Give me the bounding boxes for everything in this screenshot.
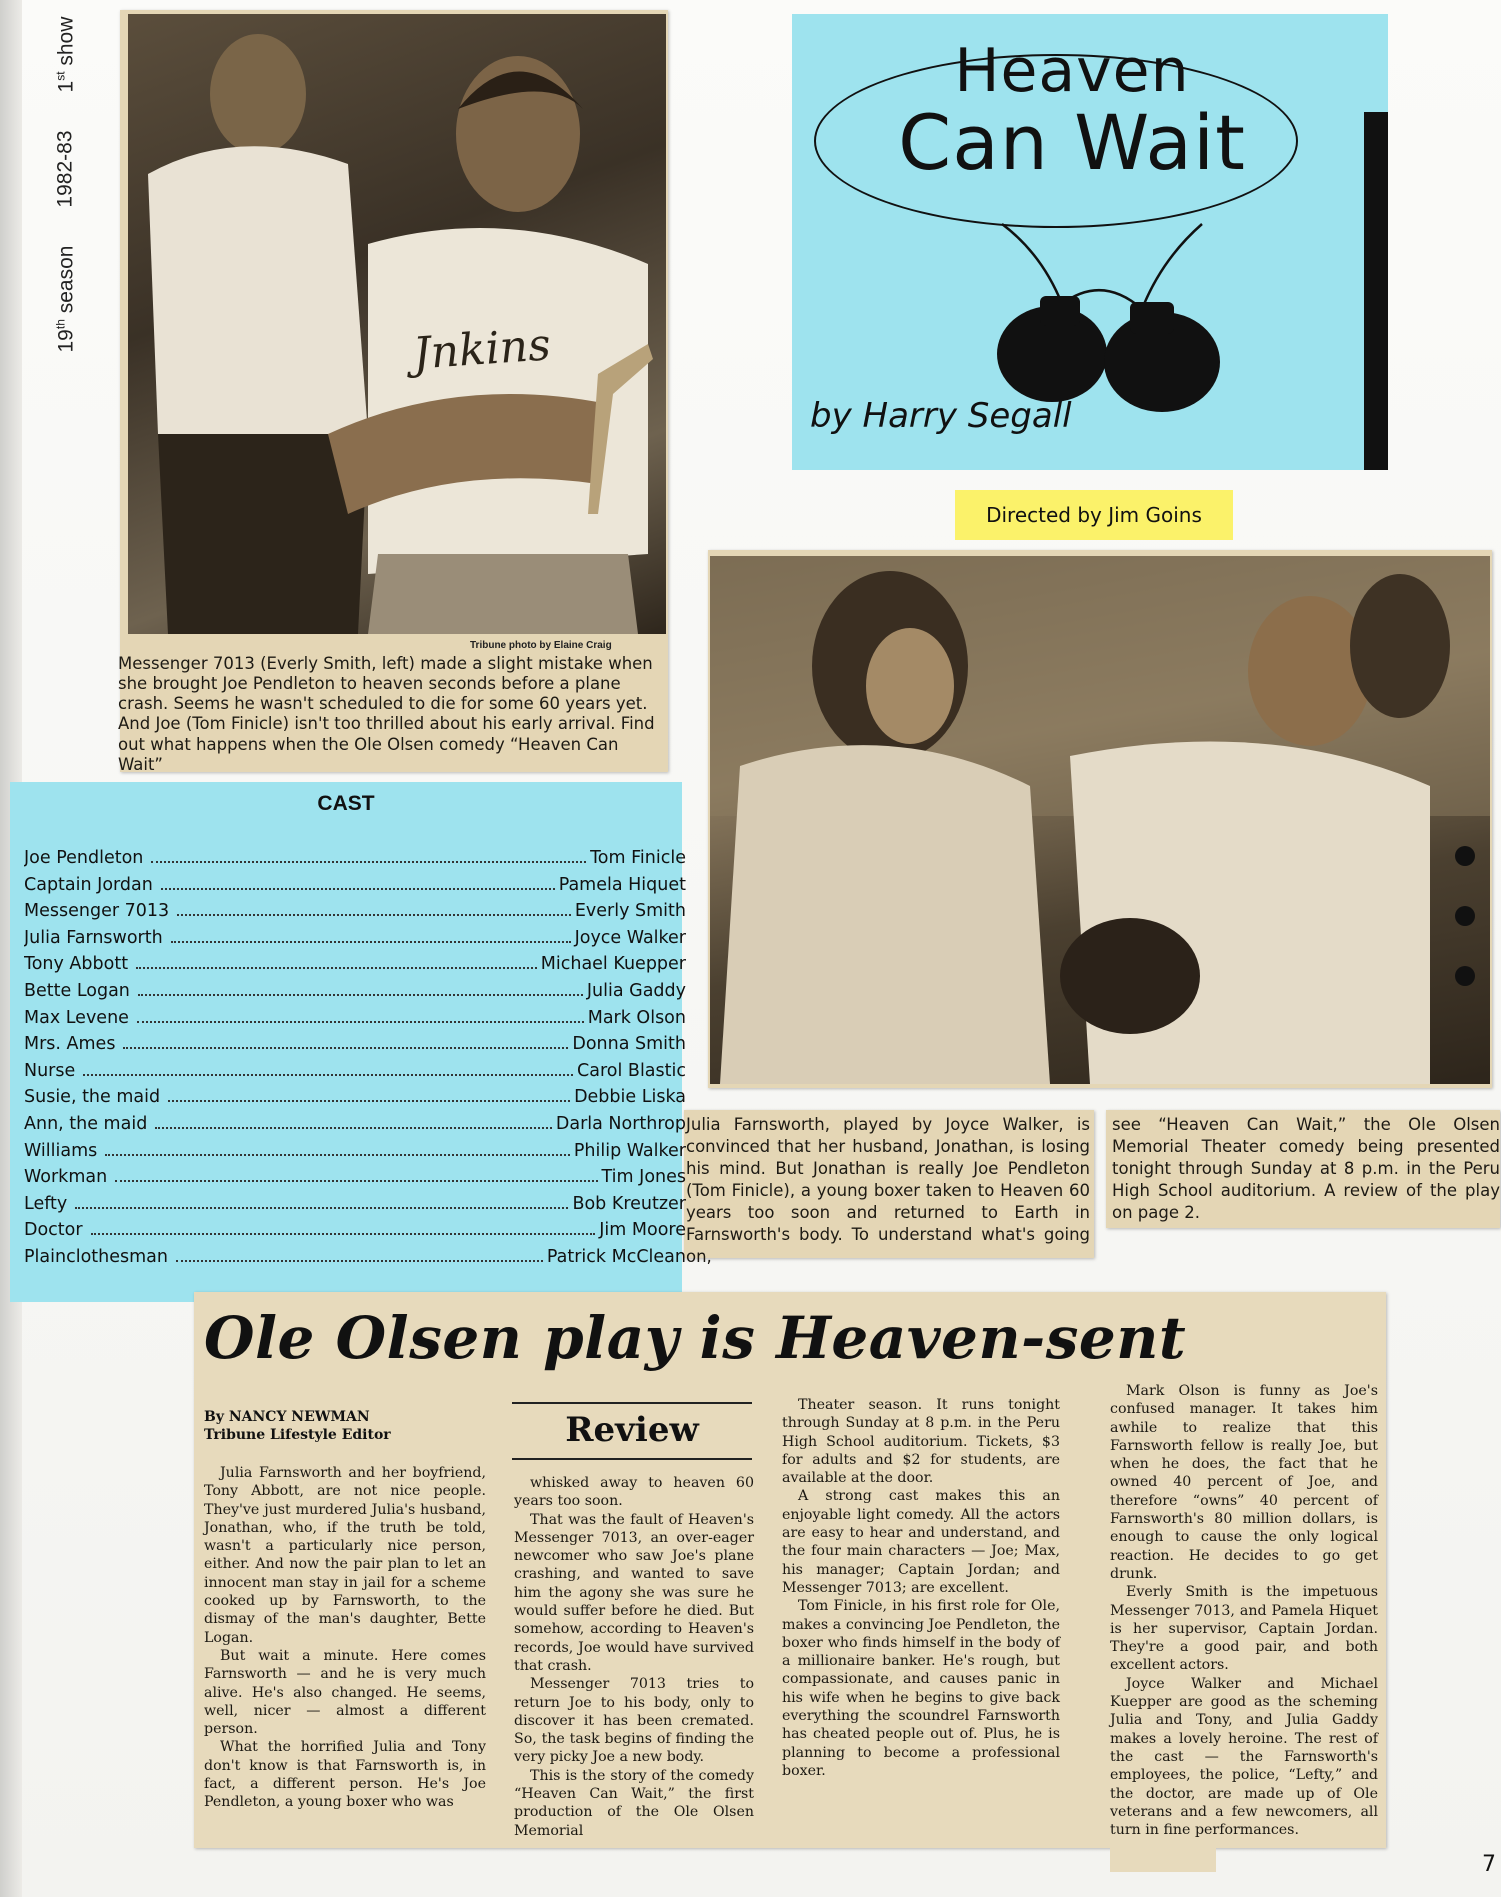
show-poster: [792, 14, 1388, 470]
leader-dots: [161, 888, 555, 890]
cast-actor: Tim Jones: [601, 1167, 686, 1188]
review-byline: [204, 1408, 391, 1444]
review-paragraph: Mark Olson is funny as Joe's confused manager. It takes him awhile to realize that this Farnsworth fellow is really Joe, but when he does, the fact that he owned 40 percent of Joe, and therefore “owns” 40 percent of Farnsworth's 80 million dollars, is enough to cause the only logical reaction. He decides to go get drunk.: [1110, 1383, 1378, 1582]
cast-actor: Joyce Walker: [574, 927, 686, 948]
leader-dots: [136, 967, 537, 969]
rehearsal-photo-2: [710, 556, 1490, 1084]
cast-actor: Bob Kreutzer: [572, 1193, 686, 1214]
review-paragraph: Joyce Walker and Michael Kuepper are good as the scheming Julia and Tony, and Julia Gaddy makes a lovely heroine. The rest of the cast — the Farnsworth's employees, the police, “Lefty,” and the doctor, are made up of Ole veterans and a few newcomers, all turn in fine performances.: [1110, 1675, 1378, 1839]
poster-title: [822, 36, 1322, 187]
cast-role: Messenger 7013: [24, 901, 170, 922]
cast-row: [24, 1220, 686, 1247]
poster-border-strip: [1364, 112, 1388, 470]
cast-actor: Jim Moore: [599, 1220, 686, 1241]
season-number: 19th season: [53, 245, 78, 353]
cast-row: [24, 1167, 686, 1194]
review-paragraph: Theater season. It runs tonight through Sunday at 8 p.m. in the Peru High School auditorium. Tickets, $3 for adults and $2 for students, are available at the door.: [782, 1397, 1060, 1487]
cast-actor: Philip Walker: [573, 1140, 686, 1161]
review-paragraph: That was the fault of Heaven's Messenger 7013, an over-eager newcomer who saw Joe's plane crashing, and wanted to save him the agony she was sure he would suffer before he died. But somehow, according to Heaven's records, Joe would have survived that crash.: [514, 1511, 754, 1674]
cast-row: [24, 928, 686, 955]
director-label: Directed by Jim Goins: [955, 490, 1233, 540]
photo-2-caption-left: Julia Farnsworth, played by Joyce Walker, is convinced that her husband, Jonathan, is losing his mind. But Jonathan is really Joe Pendleton (Tom Finicle), a young boxer taken to Heaven 60 years too soon and returned to Earth in Farnsworth's body. To understand what's going on,: [686, 1115, 1090, 1266]
leader-dots: [115, 1180, 597, 1182]
leader-dots: [83, 1074, 573, 1076]
rehearsal-photo-1: [128, 14, 666, 634]
season-label: [36, 16, 96, 380]
cast-actor: Julia Gaddy: [586, 980, 686, 1001]
poster-title-line-1: Heaven: [954, 36, 1190, 106]
show-number: 1st show: [53, 16, 78, 93]
cast-role: Tony Abbott: [24, 954, 129, 975]
photo-1-caption: Messenger 7013 (Everly Smith, left) made a slight mistake when she brought Joe Pendleton to heaven seconds before a plane crash. Seems he wasn't scheduled to die for some 60 years yet. And Joe (Tom Finicle) isn't too thrilled about his early arrival. Find out what happens when the Ole Olsen comedy “Heaven Can Wait”: [118, 654, 655, 774]
cast-actor: Debbie Liska: [574, 1087, 686, 1108]
cast-actor: Pamela Hiquet: [558, 874, 686, 895]
review-paragraph: But wait a minute. Here comes Farnsworth — and he is very much alive. He's also changed. He seems, well, nicer — almost a different person.: [204, 1647, 486, 1738]
leader-dots: [176, 1260, 543, 1262]
boxing-glove-3: [1060, 918, 1200, 1034]
cast-actor: Tom Finicle: [590, 848, 686, 868]
review-headline: Ole Olsen play is Heaven-sent: [204, 1304, 1187, 1372]
review-column-4: [1110, 1382, 1378, 1839]
review-paragraph: Julia Farnsworth and her boyfriend, Tony Abbott, are not nice people. They've just murdered Julia's husband, Jonathan, who, if the truth be told, wasn't a particularly nice person, either. And now the pair plan to let an innocent man stay in jail for a scheme cooked up by Farnsworth, to the dismay of the man's daughter, Bette Logan.: [204, 1465, 486, 1646]
review-column-3: [782, 1396, 1060, 1780]
woman-head: [210, 34, 306, 154]
cast-role: Susie, the maid: [24, 1087, 161, 1108]
leader-dots: [168, 1100, 570, 1102]
photo-2-caption-right: see “Heaven Can Wait,” the Ole Olsen Memorial Theater comedy being presented tonight through Sunday at 8 p.m. in the Peru High School auditorium. A review of the play on page 2.: [1112, 1115, 1500, 1222]
woman-dress-2: [720, 745, 1050, 1084]
cast-row: [24, 981, 686, 1008]
photo-1-figures: [128, 14, 666, 634]
review-paragraph: Tom Finicle, in his first role for Ole, makes a convincing Joe Pendleton, the boxer who finds himself in the body of a millionaire banker. He's rough, but compassionate, and causes panic in his wife when he begins to give back everything the scoundrel Farnsworth has cheated people out of. Plus, he is planning to become a professional boxer.: [782, 1598, 1060, 1779]
cast-row: [24, 1061, 686, 1088]
leader-dots: [138, 994, 583, 996]
review-rule-top: [512, 1402, 752, 1404]
season-label-text: [54, 13, 79, 353]
review-clipping: [194, 1292, 1386, 1848]
season-years: 1982-83: [53, 130, 77, 208]
cast-role: Max Levene: [24, 1007, 129, 1028]
cast-role: Doctor: [24, 1220, 83, 1241]
review-label: Review: [565, 1410, 699, 1450]
photo-2-figures: [710, 556, 1490, 1084]
shirt-lettering: Jnkins: [411, 319, 553, 380]
woman-face-2: [866, 628, 954, 744]
review-column-2: [514, 1474, 754, 1840]
byline-title: Tribune Lifestyle Editor: [204, 1427, 391, 1443]
cast-row: [24, 1194, 686, 1221]
cast-row: [24, 848, 686, 875]
cast-role: Joe Pendleton: [24, 848, 144, 868]
review-paragraph: A strong cast makes this an enjoyable light comedy. All the actors are easy to hear and understand, and the four main characters — Joe; Max, his manager; Captain Jordan; and Messenger 7013; are excellent.: [782, 1488, 1060, 1596]
cast-role: Williams: [24, 1140, 98, 1161]
leader-dots: [91, 1233, 596, 1235]
cast-row: [24, 1141, 686, 1168]
cast-row: [24, 1034, 686, 1061]
cast-list-panel: [10, 782, 686, 1302]
cast-row: [24, 875, 686, 902]
cast-title: CAST: [317, 792, 375, 815]
review-paragraph: What the horrified Julia and Tony don't know is that Farnsworth is, in fact, a different person. He's Joe Pendleton, a young boxer who was: [204, 1739, 486, 1811]
cast-row: [24, 1247, 686, 1274]
review-clipping-tail: [1110, 1848, 1216, 1872]
cast-role: Captain Jordan: [24, 874, 153, 895]
cast-role: Ann, the maid: [24, 1113, 148, 1134]
boxing-gloves-icon: [972, 214, 1232, 424]
cast-role: Nurse: [24, 1060, 76, 1081]
cast-role: Bette Logan: [24, 980, 130, 1001]
cast-actor: Michael Kuepper: [540, 954, 686, 975]
cast-actor: Carol Blastic: [577, 1060, 686, 1081]
review-paragraph: whisked away to heaven 60 years too soon.: [514, 1475, 754, 1510]
cast-role: Julia Farnsworth: [24, 927, 163, 948]
leader-dots: [177, 914, 571, 916]
cast-role: Lefty: [24, 1193, 68, 1214]
cast-actor: Donna Smith: [572, 1034, 686, 1055]
cast-actor: Darla Northrop: [555, 1113, 686, 1134]
cast-row: [24, 1087, 686, 1114]
review-column-1: [204, 1464, 486, 1812]
man-pants: [368, 554, 638, 634]
cast-role: Workman: [24, 1167, 108, 1188]
poster-author: by Harry Segall: [810, 396, 1072, 436]
review-paragraph: This is the story of the comedy “Heaven Can Wait,” the first production of the Ole Olsen Memorial: [514, 1767, 754, 1839]
leader-dots: [151, 861, 586, 863]
leader-dots: [155, 1127, 552, 1129]
corner-mark: 7: [1482, 1852, 1496, 1877]
cast-actor: Everly Smith: [574, 901, 686, 922]
leader-dots: [137, 1021, 584, 1023]
boxing-glove-2: [1350, 574, 1450, 718]
leader-dots: [75, 1207, 568, 1209]
photo-1-credit: Tribune photo by Elaine Craig: [470, 640, 612, 651]
cast-role: Mrs. Ames: [24, 1034, 116, 1055]
cast-row: [24, 901, 686, 928]
leader-dots: [123, 1047, 568, 1049]
cast-role: Plainclothesman: [24, 1246, 168, 1267]
leader-dots: [171, 941, 571, 943]
cast-actor: Patrick McClean: [546, 1246, 686, 1267]
byline-author: By NANCY NEWMAN: [204, 1409, 370, 1425]
cast-row: [24, 1008, 686, 1035]
review-paragraph: Everly Smith is the impetuous Messenger 7013, and Pamela Hiquet is her supervisor, Captain Jordan. They're a good pair, and both excellent actors.: [1110, 1584, 1378, 1674]
cast-actor: Mark Olson: [587, 1007, 686, 1028]
review-rule-bottom: [512, 1458, 752, 1460]
woman-body: [148, 146, 368, 434]
leader-dots: [105, 1154, 570, 1156]
poster-title-line-2: Can Wait: [898, 98, 1246, 187]
cast-list: [24, 848, 686, 1274]
review-paragraph: Messenger 7013 tries to return Joe to his body, only to discover it has been cremated. So, the task begins of finding the very picky Joe a new body.: [514, 1676, 754, 1766]
cast-row: [24, 1114, 686, 1141]
cast-row: [24, 954, 686, 981]
